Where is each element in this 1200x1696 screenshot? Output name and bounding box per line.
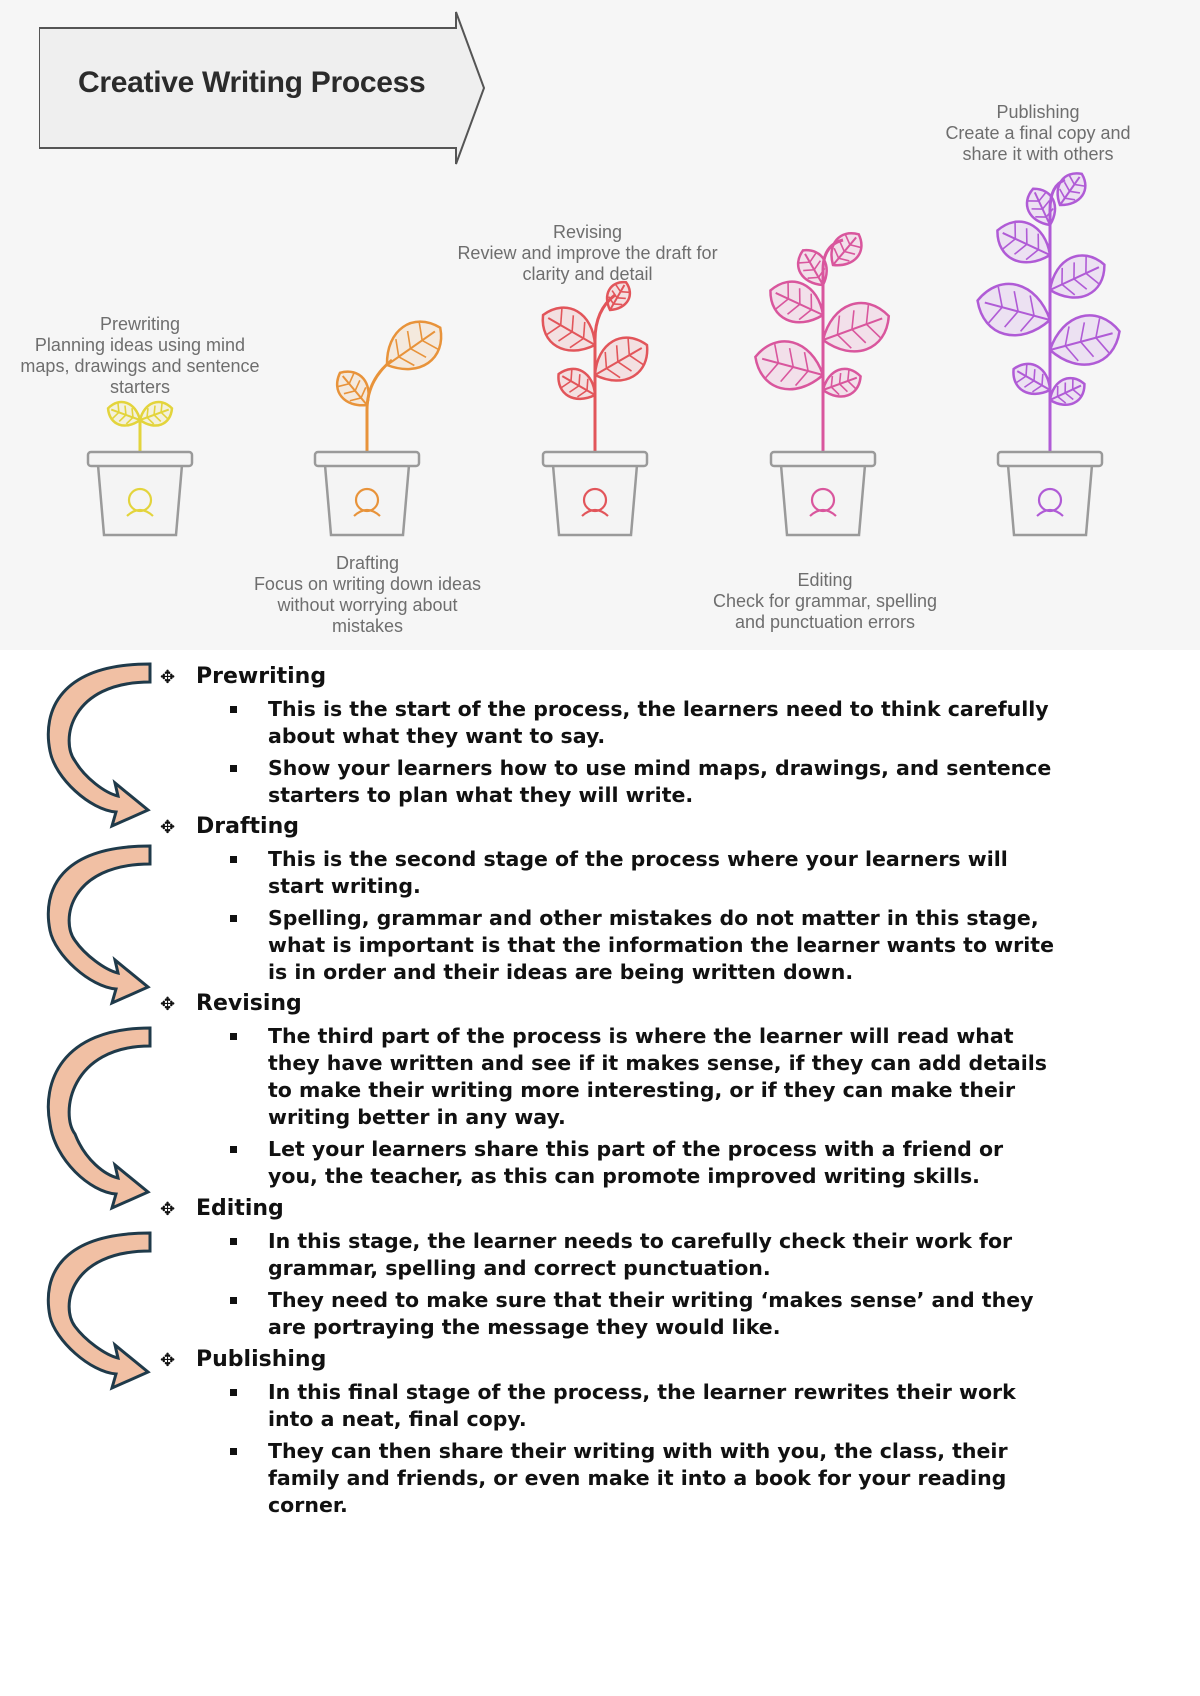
bullet-item bbox=[230, 846, 1060, 900]
flow-arrow bbox=[48, 846, 150, 1003]
bullet-text: Let your learners share this part of the process with a friend or you, the teacher, as this can promote improved writing skills. bbox=[268, 1137, 1004, 1188]
stage-caption-prewriting bbox=[10, 314, 270, 398]
stage-name: Publishing bbox=[996, 102, 1080, 122]
section-heading-text: Revising bbox=[196, 991, 302, 1016]
page-title: Creative Writing Process bbox=[78, 66, 426, 99]
stage-description: Planning ideas using mind maps, drawings and sentence starters bbox=[20, 335, 260, 397]
bullet-item bbox=[230, 1023, 1060, 1131]
stage-name: Editing bbox=[797, 570, 853, 590]
bullet-item bbox=[230, 1136, 1060, 1190]
diamond-bullet-icon: ✥ bbox=[160, 817, 176, 838]
bullet-item bbox=[230, 905, 1060, 986]
diamond-bullet-icon: ✥ bbox=[160, 1350, 176, 1371]
bullet-text: The third part of the process is where the learner will read what they have written and see if it makes sense, if they can add details to make their writing more interesting, or if they can make their writing better in any way. bbox=[268, 1024, 1047, 1129]
bullet-text: They need to make sure that their writing ‘makes sense’ and they are portraying the message they would like. bbox=[268, 1288, 1034, 1339]
square-bullet-icon bbox=[230, 765, 237, 772]
plant-revising bbox=[533, 277, 657, 535]
bullet-text: In this final stage of the process, the learner rewrites their work into a neat, final copy. bbox=[268, 1380, 1016, 1431]
square-bullet-icon bbox=[230, 915, 237, 922]
stage-caption-revising bbox=[455, 222, 720, 285]
bullet-item bbox=[230, 696, 1060, 750]
bullet-item bbox=[230, 1438, 1060, 1519]
section-heading bbox=[160, 1347, 326, 1372]
stage-description: Check for grammar, spelling and punctuation errors bbox=[712, 591, 938, 632]
stage-caption-drafting bbox=[240, 553, 495, 637]
diamond-bullet-icon: ✥ bbox=[160, 667, 176, 688]
square-bullet-icon bbox=[230, 1297, 237, 1304]
square-bullet-icon bbox=[230, 1146, 237, 1153]
flow-arrows bbox=[0, 650, 160, 1410]
square-bullet-icon bbox=[230, 1033, 237, 1040]
stage-name: Revising bbox=[552, 222, 623, 242]
plant-publishing bbox=[971, 167, 1126, 535]
square-bullet-icon bbox=[230, 856, 237, 863]
plant-editing bbox=[749, 226, 897, 535]
stage-description: Create a final copy and share it with others bbox=[945, 123, 1131, 164]
bullet-item bbox=[230, 1287, 1060, 1341]
stage-description: Focus on writing down ideas without worrying about mistakes bbox=[253, 574, 482, 636]
flow-arrow bbox=[48, 1233, 150, 1388]
stage-name: Drafting bbox=[335, 553, 400, 573]
section-heading-text: Publishing bbox=[196, 1347, 327, 1372]
bullet-text: This is the second stage of the process where your learners will start writing. bbox=[268, 847, 1008, 898]
bullet-text: This is the start of the process, the learners need to think carefully about what they want to say. bbox=[268, 697, 1049, 748]
flow-arrow bbox=[48, 1028, 150, 1208]
bullet-item bbox=[230, 1379, 1060, 1433]
stage-caption-publishing bbox=[928, 102, 1148, 165]
bullet-item bbox=[230, 1228, 1060, 1282]
section-heading-text: Prewriting bbox=[196, 664, 327, 689]
section-heading-text: Drafting bbox=[196, 814, 299, 839]
bullet-text: In this stage, the learner needs to carefully check their work for grammar, spelling and correct punctuation. bbox=[268, 1229, 1013, 1280]
square-bullet-icon bbox=[230, 1238, 237, 1245]
bullet-item bbox=[230, 755, 1060, 809]
bullet-text: Spelling, grammar and other mistakes do not matter in this stage, what is important is that the information the learner wants to write is in order and their ideas are being written down. bbox=[268, 906, 1054, 984]
diamond-bullet-icon: ✥ bbox=[160, 1199, 176, 1220]
bullet-text: They can then share their writing with with you, the class, their family and friends, or even make it into a book for your reading corner. bbox=[268, 1439, 1008, 1517]
bullet-text: Show your learners how to use mind maps, drawings, and sentence starters to plan what they will write. bbox=[268, 756, 1052, 807]
section-heading bbox=[160, 991, 302, 1016]
section-heading-text: Editing bbox=[196, 1196, 284, 1221]
diamond-bullet-icon: ✥ bbox=[160, 994, 176, 1015]
stage-description: Review and improve the draft for clarity and detail bbox=[457, 243, 718, 284]
section-heading bbox=[160, 664, 326, 689]
plant-prewriting bbox=[88, 398, 192, 535]
stage-caption-editing bbox=[700, 570, 950, 633]
section-heading bbox=[160, 814, 299, 839]
section-heading bbox=[160, 1196, 284, 1221]
plant-drafting bbox=[315, 310, 453, 535]
square-bullet-icon bbox=[230, 706, 237, 713]
square-bullet-icon bbox=[230, 1389, 237, 1396]
flow-arrow bbox=[48, 664, 150, 826]
stage-name: Prewriting bbox=[99, 314, 181, 334]
square-bullet-icon bbox=[230, 1448, 237, 1455]
infographic bbox=[0, 0, 1200, 650]
